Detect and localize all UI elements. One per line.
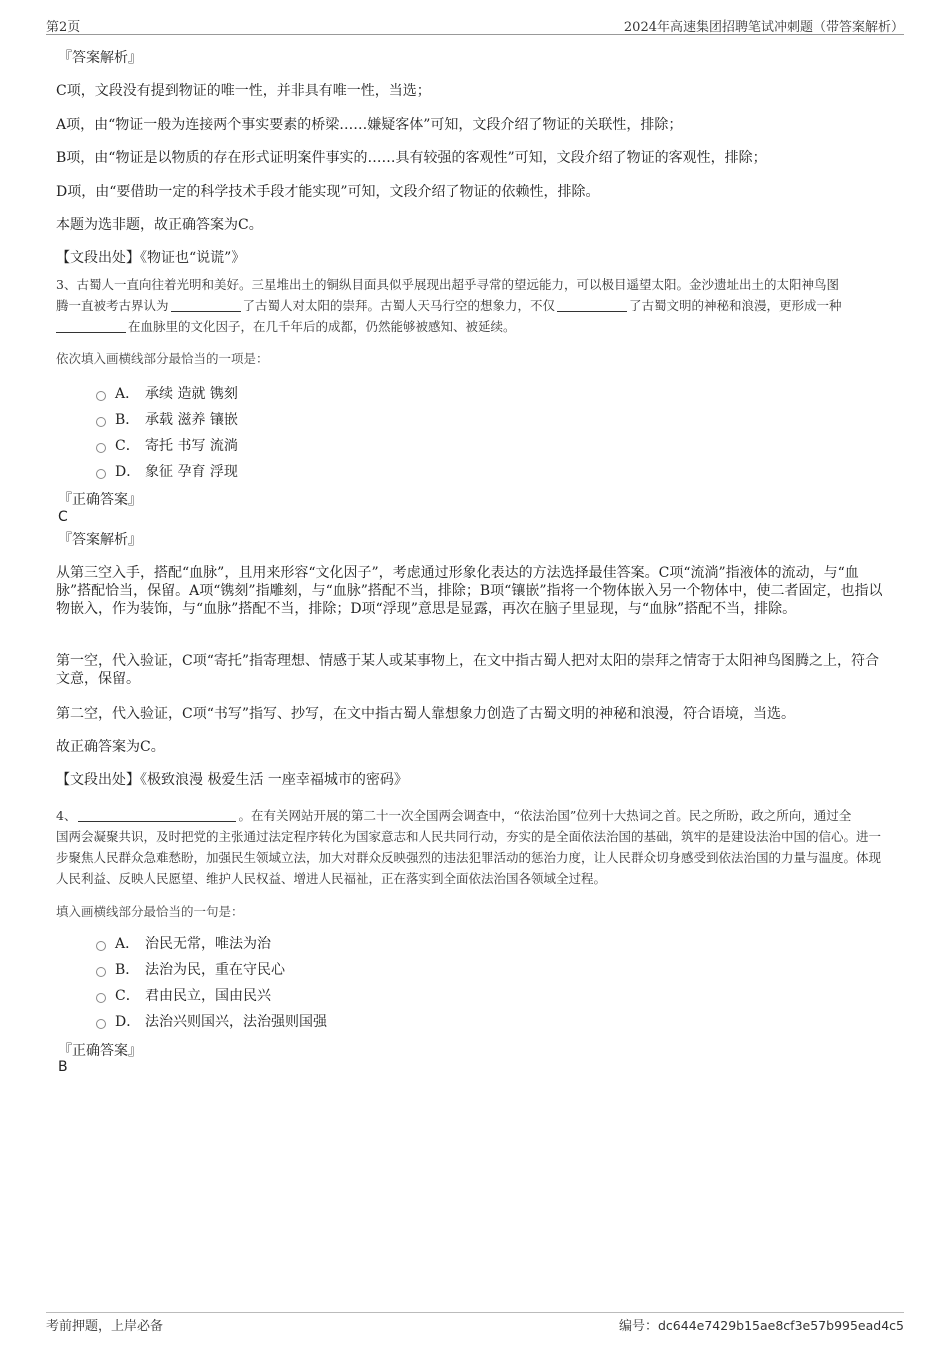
- source-citation: 【文段出处】《物证也“说谎”》: [56, 250, 246, 266]
- page-number: 第2页: [46, 20, 81, 35]
- radio-icon[interactable]: [96, 1019, 106, 1029]
- stem-text: 腾一直被考古界认为: [56, 298, 169, 313]
- document-code: 编号：dc644e7429b15ae8cf3e57b995ead4c5: [618, 1318, 904, 1334]
- analysis-label: 『答案解析』: [58, 50, 142, 66]
- page-footer: [46, 1312, 904, 1333]
- analysis-line: C项，文段没有提到物证的唯一性，并非具有唯一性，当选；: [56, 83, 431, 99]
- analysis-paragraph: 第一空，代入验证，C项“寄托”指寄理想、情感于某人或某事物上，在文中指古蜀人把对太阳的崇拜之情寄于太阳神鸟图腾之上，符合文意，保留。: [56, 653, 880, 687]
- source-citation: 【文段出处】《极致浪漫 极爱生活 一座幸福城市的密码》: [56, 772, 408, 788]
- fill-blank: [557, 297, 627, 312]
- radio-icon[interactable]: [96, 967, 106, 977]
- stem-line: 3、古蜀人一直向往着光明和美好。三星堆出土的铜纵目面具似乎展现出超乎寻常的望远能力，可以极目遥望太阳。金沙遗址出土的太阳神鸟图: [56, 277, 839, 292]
- option-c[interactable]: C． 寄托 书写 流淌: [96, 436, 238, 456]
- option-b[interactable]: B． 承载 滋养 镶嵌: [96, 410, 238, 430]
- correct-answer: C: [58, 509, 68, 525]
- analysis-paragraph: 第二空，代入验证，C项“书写”指写、抄写，在文中指古蜀人靠想象力创造了古蜀文明的神秘和浪漫，符合语境，当选。: [56, 706, 796, 722]
- stem-line: [56, 316, 892, 337]
- option-d[interactable]: D． 象征 孕育 浮现: [96, 462, 238, 482]
- document-title: 2024年高速集团招聘笔试冲刺题（带答案解析）: [623, 20, 904, 35]
- radio-icon[interactable]: [96, 993, 106, 1003]
- analysis-line: B项，由“物证是以物质的存在形式证明案件事实的……具有较强的客观性”可知，文段介绍了物证的客观性，排除；: [56, 150, 767, 166]
- option-b[interactable]: B． 法治为民，重在守民心: [96, 960, 285, 980]
- correct-answer-label: 『正确答案』: [58, 492, 142, 508]
- analysis-line: D项，由“要借助一定的科学技术手段才能实现”可知，文段介绍了物证的依赖性，排除。: [56, 184, 600, 200]
- fill-blank: [78, 807, 236, 822]
- radio-icon[interactable]: [96, 391, 106, 401]
- stem-line: [56, 295, 892, 316]
- analysis-line: A项，由“物证一般为连接两个事实要素的桥梁……嫌疑客体”可知，文段介绍了物证的关联性，排除；: [56, 117, 683, 133]
- stem-text: 。在有关网站开展的第二十一次全国两会调查中，“依法治国”位列十大热词之首。民之所盼，政之所向，通过全: [238, 808, 852, 823]
- option-a[interactable]: A． 承续 造就 镌刻: [96, 384, 238, 404]
- analysis-paragraph: 故正确答案为C。: [56, 739, 165, 755]
- option-d[interactable]: D． 法治兴则国兴，法治强则国强: [96, 1012, 327, 1032]
- question-prompt: 填入画横线部分最恰当的一句是：: [56, 904, 244, 919]
- analysis-label: 『答案解析』: [58, 532, 142, 548]
- correct-answer-label: 『正确答案』: [58, 1043, 142, 1059]
- question-stem: [56, 274, 892, 337]
- stem-text: 在血脉里的文化因子，在几千年后的成都，仍然能够被感知、被延续。: [128, 319, 516, 334]
- analysis-line: 本题为选非题，故正确答案为C。: [56, 217, 263, 233]
- option-a[interactable]: A． 治民无常，唯法为治: [96, 934, 271, 954]
- radio-icon[interactable]: [96, 469, 106, 479]
- footer-slogan: 考前押题，上岸必备: [46, 1319, 164, 1334]
- analysis-paragraph: 从第三空入手，搭配“血脉”，且用来形容“文化因子”，考虑通过形象化表达的方法选择最佳答案。C项“流淌”指液体的流动，与“血脉”搭配恰当，保留。A项“镌刻”指雕刻，与“血脉”搭配不当，排除；B项“镶嵌”指将一个物体嵌入另一个物体中，使二者固定，也指以物嵌入，作为装饰，与“血脉”搭配不当，排除；D项“浮现”意思是显露，再次在脑子里显现，与“血脉”搭配不当，排除。: [56, 565, 883, 617]
- question-prompt: 依次填入画横线部分最恰当的一项是：: [56, 351, 269, 366]
- stem-text: 了古蜀人对太阳的崇拜。古蜀人天马行空的想象力，不仅: [242, 298, 556, 313]
- question-stem: [56, 805, 892, 889]
- correct-answer: B: [58, 1059, 68, 1075]
- radio-icon[interactable]: [96, 443, 106, 453]
- stem-text: 国两会凝聚共识，及时把党的主张通过法定程序转化为国家意志和人民共同行动，夯实的是全面依法治国的基础，筑牢的是建设法治中国的信心。进一步聚焦人民群众急难愁盼，加强民生领域立法，加大对群众反映强烈的违法犯罪活动的惩治力度，让人民群众切身感受到依法治国的力量与温度。体现人民利益、反映人民愿望、维护人民权益、增进人民福祉，正在落实到全面依法治国各领域全过程。: [56, 829, 882, 886]
- page-header: [46, 14, 904, 35]
- option-c[interactable]: C． 君由民立，国由民兴: [96, 986, 271, 1006]
- fill-blank: [171, 297, 241, 312]
- radio-icon[interactable]: [96, 941, 106, 951]
- question-number: 4、: [56, 808, 77, 823]
- stem-text: 了古蜀文明的神秘和浪漫，更形成一种: [629, 298, 842, 313]
- stem-line: [56, 805, 892, 826]
- radio-icon[interactable]: [96, 417, 106, 427]
- fill-blank: [56, 318, 126, 333]
